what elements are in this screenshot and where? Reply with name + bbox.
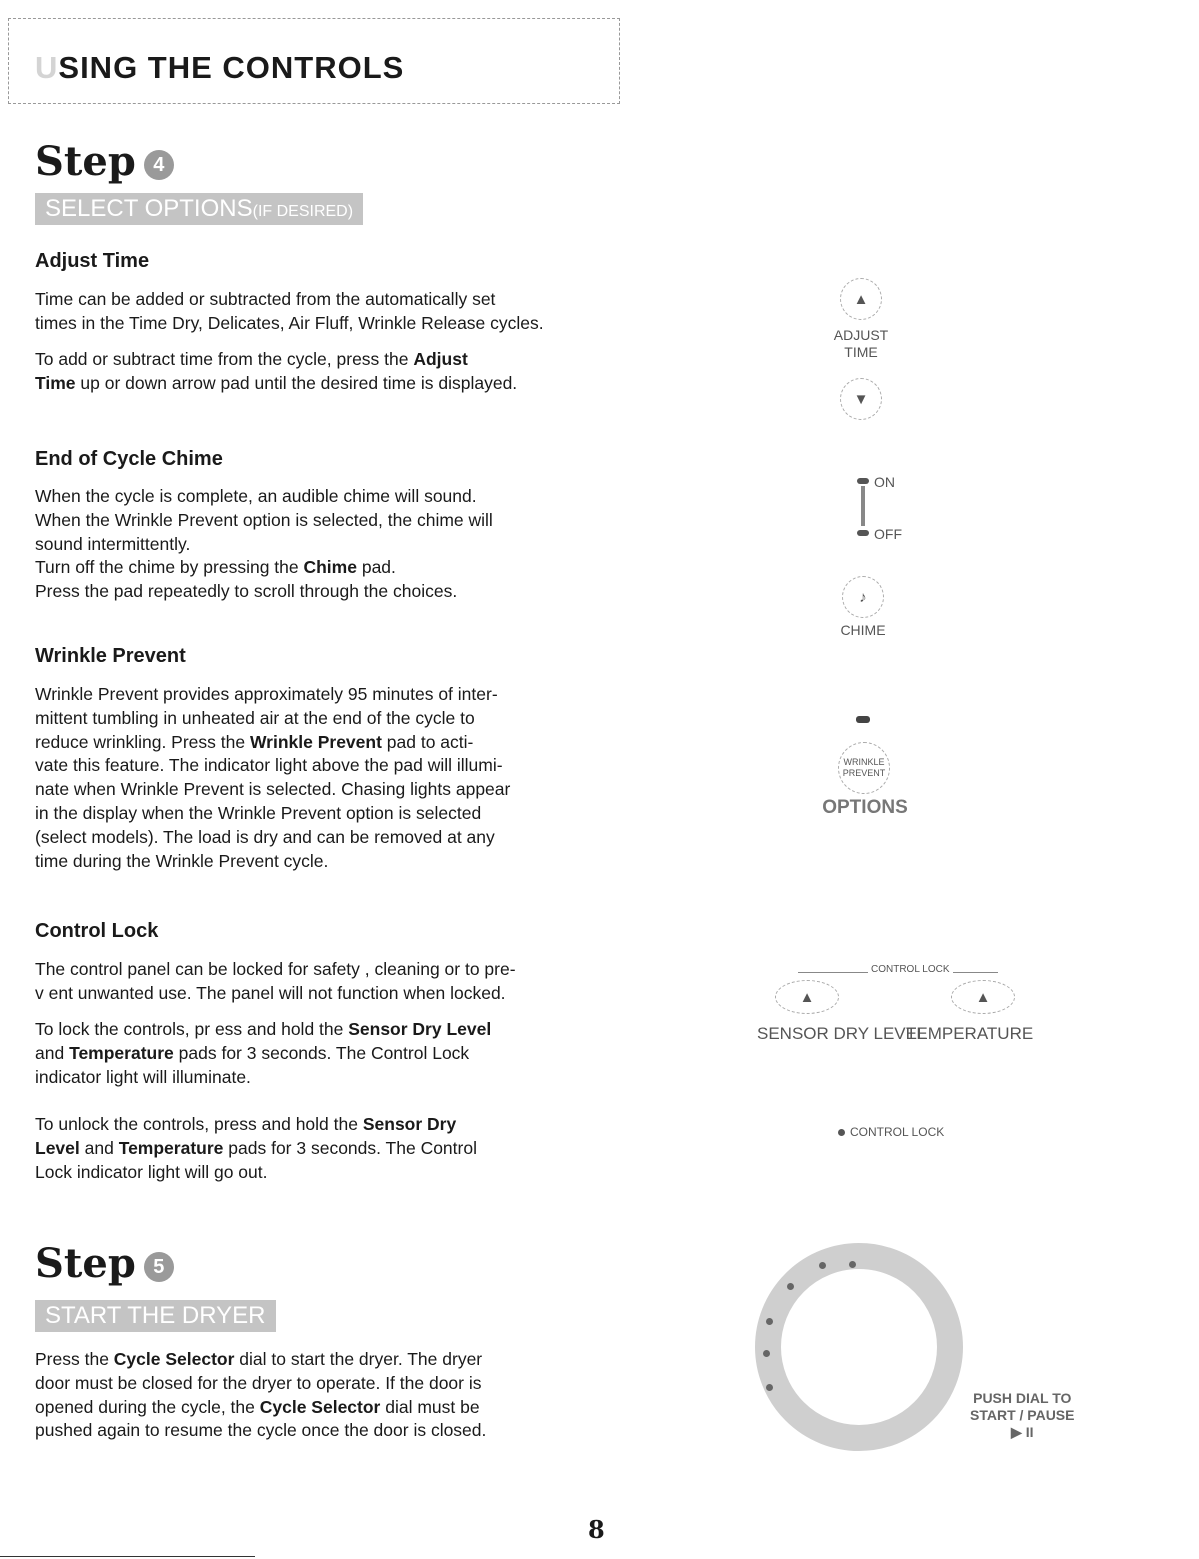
chime-button[interactable] [842,576,884,618]
cycle-selector-dial[interactable] [755,1243,963,1451]
arrow-up-icon: ▲ [975,988,991,1006]
control-lock-indicator-light [838,1129,845,1136]
dial-position-dot [766,1384,773,1391]
control-lock-heading: Control Lock [35,920,159,942]
chime-on-indicator [857,478,869,484]
adjust-time-label: ADJUST TIME [833,327,889,360]
chime-paragraph: When the cycle is complete, an audible chime will sound. When the Wrinkle Prevent option is selected, the chime will sound intermittently. Turn off the chime by pressing the Chime pad. Press the pad repeatedly to scroll through the choices. [35,486,493,602]
chime-off-label: OFF [874,526,902,542]
dial-position-dot [849,1261,856,1268]
chime-level-bar [861,486,865,526]
sensor-dry-level-label: SENSOR DRY LEVEL [757,1024,927,1043]
chime-on-label: ON [874,474,895,490]
adjust-time-paragraph-2: To add or subtract time from the cycle, press the Adjust Time up or down arrow pad until the desired time is displayed. [35,349,518,393]
step-5-heading: Step 5 [35,1240,174,1287]
step-4-heading: Step 4 [35,138,174,185]
dial-position-dot [763,1350,770,1357]
chime-label: CHIME [840,622,886,638]
control-lock-paragraph-2: To lock the controls, pr ess and hold the Sensor Dry Level and Temperature pads for 3 seconds. The Control Lock indicator light will illuminate. [35,1019,492,1087]
chime-heading: End of Cycle Chime [35,448,223,470]
step-5-banner: START THE DRYER [35,1300,276,1332]
adjust-time-up-button[interactable] [840,278,882,320]
temperature-button[interactable] [951,980,1015,1014]
sensor-dry-level-button[interactable] [775,980,839,1014]
footer-rule [0,1556,255,1557]
play-pause-icon: ▶ II [1011,1424,1034,1440]
adjust-time-down-button[interactable] [840,378,882,420]
temperature-label: TEMPERATURE [906,1024,1034,1043]
page-number: 8 [588,1515,605,1544]
step-number-badge: 4 [144,150,174,180]
options-label: OPTIONS [822,797,908,818]
dial-position-dot [819,1262,826,1269]
wrinkle-prevent-button[interactable]: WRINKLE PREVENT [838,742,890,794]
arrow-down-icon: ▼ [853,390,869,408]
chime-off-indicator [857,530,869,536]
wrinkle-prevent-indicator [856,716,870,723]
step-number-badge: 5 [144,1252,174,1282]
adjust-time-heading: Adjust Time [35,250,150,272]
dial-position-dot [766,1318,773,1325]
control-lock-paragraph-3: To unlock the controls, press and hold the Sensor Dry Level and Temperature pads for 3 seconds. The Control Lock indicator light will go out. [35,1114,477,1182]
arrow-up-icon: ▲ [853,290,869,308]
dial-position-dot [787,1283,794,1290]
adjust-time-paragraph-1: Time can be added or subtracted from the automatically set times in the Time Dry, Delicates, Air Fluff, Wrinkle Release cycles. [35,289,544,333]
wrinkle-prevent-heading: Wrinkle Prevent [35,645,186,667]
wrinkle-prevent-paragraph: Wrinkle Prevent provides approximately 95 minutes of inter- mittent tumbling in unheated air at the end of the cycle to reduce wrinkling. Press the Wrinkle Prevent pad to acti- vate this feature. The indicator light above the pad will illumi- nate when Wrinkle Prevent is selected. Chasing lights appear in the display when the Wrinkle Prevent option is selected (select models). The load is dry and can be removed at any time during the Wrinkle Prevent cycle. [35,684,511,871]
control-lock-bracket-label: CONTROL LOCK [868,964,953,975]
start-dryer-paragraph: Press the Cycle Selector dial to start the dryer. The dryer door must be closed for the dryer to operate. If the door is opened during the cycle, the Cycle Selector dial must be pushed again to resume the cycle once the door is closed. [35,1349,487,1441]
control-lock-indicator-label: CONTROL LOCK [850,1125,945,1139]
section-title: USING THE CONTROLS [35,50,405,85]
arrow-up-icon: ▲ [799,988,815,1006]
control-lock-paragraph-1: The control panel can be locked for safety , cleaning or to pre- v ent unwanted use. The panel will not function when locked. [35,959,516,1003]
push-dial-label: PUSH DIAL TO START / PAUSE ▶ II [970,1390,1075,1440]
speaker-icon: ♪ [859,588,867,606]
step-4-banner: SELECT OPTIONS(IF DESIRED) [35,193,363,225]
